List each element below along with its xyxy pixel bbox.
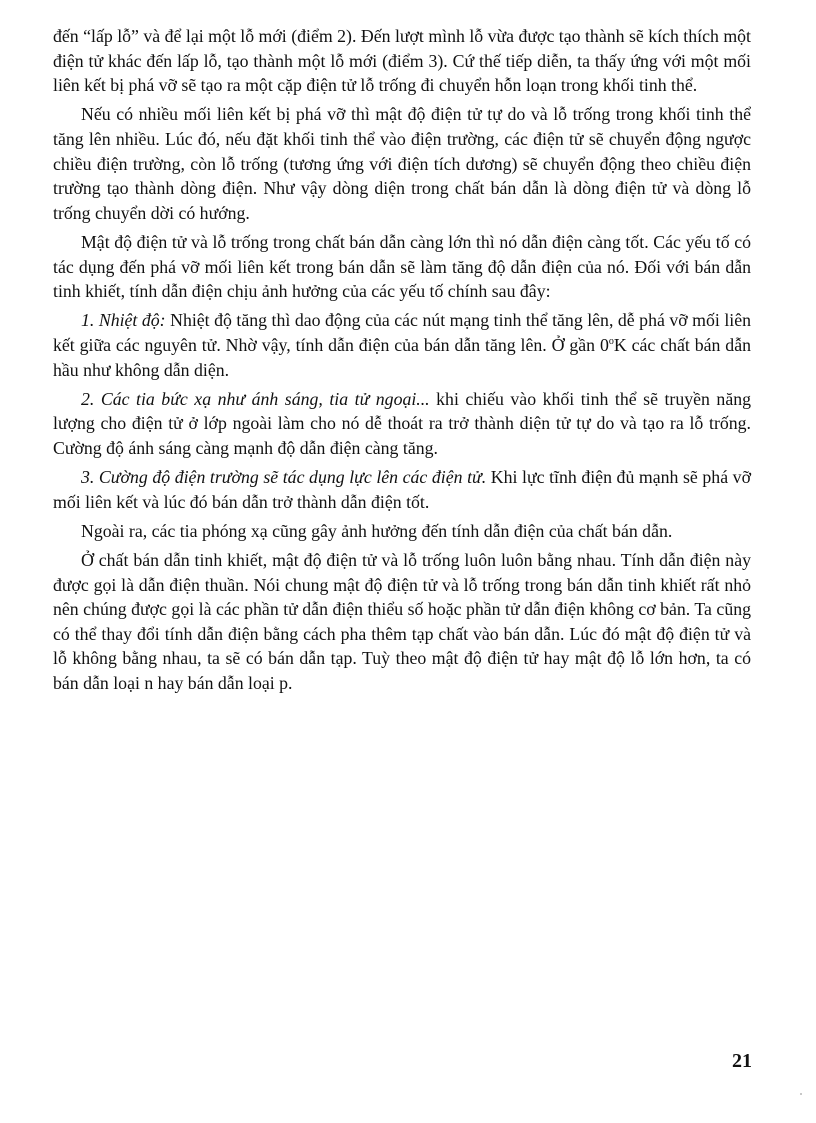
body-text <box>53 24 751 700</box>
paragraph-electric-field <box>53 102 751 225</box>
paragraph-factor-radiation <box>53 387 751 461</box>
paragraph-text: Khi lực tĩnh điện đủ mạnh sẽ phá vỡ mối liên kết và lúc đó bán dẫn trở thành dẫn điện tốt. <box>53 467 751 512</box>
paragraph-text: Ngoài ra, các tia phóng xạ cũng gây ảnh hưởng đến tính dẫn điện của chất bán dẫn. <box>81 520 673 541</box>
factor-heading: 3. Cường độ điện trường sẽ tác dụng lực lên các điện tử. <box>81 467 487 488</box>
paragraph-factor-temperature <box>53 308 751 382</box>
paragraph-conductivity-factors <box>53 230 751 304</box>
paragraph-hole-formation <box>53 24 751 98</box>
scan-dot <box>800 1093 802 1095</box>
paragraph-text: Nếu có nhiều mối liên kết bị phá vỡ thì mật độ điện tử tự do và lỗ trống trong khối tinh thể tăng lên nhiều. Lúc đó, nếu đặt khối tinh thể vào điện trường, các điện tử sẽ chuyển động ngược chiều điện trường, còn lỗ trống (tương ứng với điện tích dương) sẽ chuyển động theo chiều điện trường tạo thành dòng điện. Như vậy dòng diện trong chất bán dẫn là dòng điện tử và dòng lỗ trống chuyển dời có hướng. <box>53 104 751 223</box>
paragraph-intrinsic-semiconductor <box>53 548 751 696</box>
paragraph-text: khi chiếu vào khối tinh thể sẽ truyền năng lượng cho điện tử ở lớp ngoài làm cho nó dễ thoát ra trở thành diện tử tự do và tạo ra lỗ trống. Cường độ ánh sáng càng mạnh độ dẫn điện càng tăng. <box>53 388 751 458</box>
paragraph-text: Nhiệt độ tăng thì dao động của các nút mạng tinh thể tăng lên, dễ phá vỡ mối liên kết giữa các nguyên tử. Nhờ vậy, tính dẫn điện của bán dẫn tăng lên. Ở gần 0 <box>53 310 752 355</box>
degree-superscript: o <box>608 335 614 347</box>
paragraph-text: Mật độ điện tử và lỗ trống trong chất bán dẫn càng lớn thì nó dẫn điện càng tốt. Các yếu tố có tác dụng đến phá vỡ mối liên kết trong bán dẫn sẽ làm tăng độ dẫn điện của nó. Đối với bán dẫn tinh khiết, tính dẫn điện chịu ảnh hưởng của các yếu tố chính sau đây: <box>53 231 751 302</box>
paragraph-factor-field-strength <box>53 465 751 514</box>
paragraph-radioactive-rays <box>53 519 751 544</box>
paragraph-text: đến “lấp lỗ” và để lại một lỗ mới (điểm 2). Đến lượt mình lỗ vừa được tạo thành sẽ kích thích một điện tử khác đến lấp lỗ, tạo thành một lỗ mới (điểm 3). Cứ thế tiếp diễn, ta thấy ứng với một mối liên kết bị phá vỡ sẽ tạo ra một cặp điện tử lỗ trống đi chuyển hỗn loạn trong khối tinh thể. <box>53 26 751 96</box>
factor-heading: 2. Các tia bức xạ như ánh sáng, tia tử ngoại... <box>81 388 430 409</box>
page-number: 21 <box>732 1050 752 1072</box>
paragraph-text: Ở chất bán dẫn tinh khiết, mật độ điện tử và lỗ trống luôn luôn bằng nhau. Tính dẫn điện này được gọi là dẫn điện thuần. Nói chung mật độ điện tử và lỗ trống trong bán dẫn tinh khiết rất nhỏ nên chúng được gọi là các phần tử dẫn điện thiểu số hoặc phần tử dẫn điện không cơ bản. Ta cũng có thể thay đổi tính dẫn điện bằng cách pha thêm tạp chất vào bán dẫn. Lúc đó mật độ điện tử và lỗ không bằng nhau, ta sẽ có bán dẫn tạp. Tuỳ theo mật độ điện tử hay mật độ lỗ lớn hơn, ta có bán dẫn loại n hay bán dẫn loại p. <box>53 550 751 693</box>
factor-heading: 1. Nhiệt độ: <box>81 310 166 331</box>
paragraph-text: K các chất bán dẫn hầu như không dẫn diện. <box>53 334 751 380</box>
